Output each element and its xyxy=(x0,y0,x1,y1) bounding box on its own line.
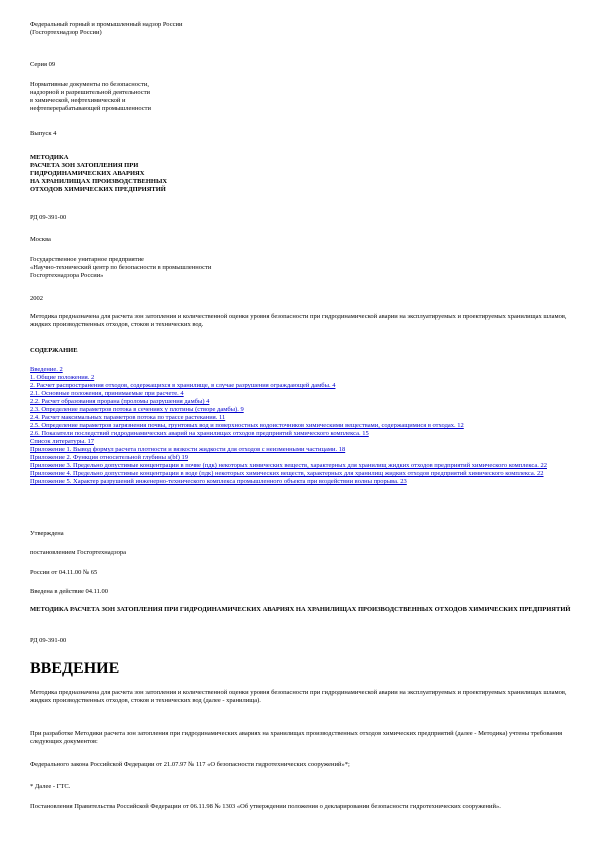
series-label: Серия 09 xyxy=(30,61,56,68)
effective-date: Введена в действие 04.11.00 xyxy=(30,588,109,595)
year: 2002 xyxy=(30,295,43,302)
issue-label: Выпуск 4 xyxy=(30,130,57,137)
decree-date: России от 04.11.00 № 65 xyxy=(30,569,98,576)
full-title: МЕТОДИКА РАСЧЕТА ЗОН ЗАТОПЛЕНИЯ ПРИ ГИДРОДИНАМИЧЕСКИХ АВАРИЯХ НА ХРАНИЛИЩАХ ПРОИЗВОДСТВЕННЫХ ОТХОДОВ ХИМИЧЕСКИХ ПРЕДПРИЯТИЙ xyxy=(30,606,571,613)
city: Москва xyxy=(30,236,51,243)
document-code-repeat: РД 09-391-00 xyxy=(30,637,67,644)
body-paragraph-3: Федерального закона Российской Федерации от 21.07.97 № 117 «О безопасности гидротехнических сооружений»*; xyxy=(30,761,350,768)
toc-link-section-2-1[interactable]: 2.1. Основные положения, принимаемые при расчете. 4 xyxy=(30,390,184,397)
decree-text: постановлением Госгортехнадзора xyxy=(30,549,126,556)
organization-block xyxy=(30,21,571,37)
title-line: ОТХОДОВ ХИМИЧЕСКИХ ПРЕДПРИЯТИЙ xyxy=(30,186,166,193)
series-description xyxy=(30,81,571,113)
publisher-line: «Научно-технический центр по безопасности в промышленности xyxy=(30,264,212,271)
section-heading: ВВЕДЕНИЕ xyxy=(30,660,120,677)
title-line: МЕТОДИКА xyxy=(30,154,69,161)
toc-link-section-2[interactable]: 2. Расчет распространения отходов, содержащихся в хранилище, в случае разрушения ограждающей дамбы. 4 xyxy=(30,382,336,389)
series-description-line: в химической, нефтехимической и xyxy=(30,97,126,104)
toc-link-section-2-6[interactable]: 2.6. Показатели последствий гидродинамических аварий на хранилищах отходов предприятий химического комплекса. 15 xyxy=(30,430,369,437)
publisher-line: Госгортехнадзора России» xyxy=(30,272,104,279)
toc-link-appendix-5[interactable]: Приложение 5. Характер разрушений инженерно-технического комплекса промышленного объекта при воздействии волны прорыва. 23 xyxy=(30,478,407,485)
footnote: * Далее - ГТС. xyxy=(30,783,71,790)
title-line: РАСЧЕТА ЗОН ЗАТОПЛЕНИЯ ПРИ xyxy=(30,162,139,169)
toc-link-section-2-5[interactable]: 2.5. Определение параметров загрязнения почвы, грунтовых вод и поверхностных водоисточников химическими веществами, содержащимися в отходах. 12 xyxy=(30,422,464,429)
toc-link-section-1[interactable]: 1. Общие положения. 2 xyxy=(30,374,95,381)
toc-heading: СОДЕРЖАНИЕ xyxy=(30,347,78,354)
table-of-contents xyxy=(30,366,571,486)
toc-link-section-2-2[interactable]: 2.2. Расчет образования прорана (проломы разрушения дамбы) 4 xyxy=(30,398,210,405)
organization-name: Федеральный горный и промышленный надзор России xyxy=(30,21,183,28)
toc-link-section-2-4[interactable]: 2.4. Расчет максимальных параметров потока по трассе растекания. 11 xyxy=(30,414,226,421)
body-paragraph-4: Постановления Правительства Российской Федерации от 06.11.98 № 1303 «Об утверждении положения о декларировании безопасности гидротехнических сооружений». xyxy=(30,803,501,810)
series-description-line: надзорной и разрешительной деятельности xyxy=(30,89,151,96)
approval-label: Утверждена xyxy=(30,530,64,537)
toc-link-appendix-2[interactable]: Приложение 2. Функция относительной глубины s(bf) 19 xyxy=(30,454,189,461)
body-paragraph-1: Методика предназначена для расчета зон затопления и количественной оценки уровня безопасности при гидродинамической аварии на эксплуатируемых и проектируемых хранилищах шламов, жидких производственных отходов, стоков и технических вод (далее - хранилища). xyxy=(30,689,567,704)
series-description-line: Нормативные документы по безопасности, xyxy=(30,81,150,88)
toc-link-appendix-4[interactable]: Приложение 4. Предельно допустимые концентрации в воде (пдк) некоторых химических веществ, характерных для хранилищ жидких отходов предприятий химического комплекса. 22 xyxy=(30,470,544,477)
toc-link-introduction[interactable]: Введение. 2 xyxy=(30,366,63,373)
intro-paragraph: Методика предназначена для расчета зон затопления и количественной оценки уровня безопасности при гидродинамической аварии на эксплуатируемых и проектируемых хранилищах шламов, жидких производственных отходов, стоков и технических вод. xyxy=(30,313,567,328)
toc-link-appendix-1[interactable]: Приложение 1. Вывод формул расчета плотности и вязкости жидкости для отходов с неизменными частицами. 18 xyxy=(30,446,346,453)
organization-short-name: (Госгортехнадзор России) xyxy=(30,29,102,36)
title-line: ГИДРОДИНАМИЧЕСКИХ АВАРИЯХ xyxy=(30,170,145,177)
body-paragraph-2: При разработке Методики расчета зон затопления при гидродинамических авариях на хранилищах производственных отходов химических предприятий (далее - Методика) учтены требования следующих документов: xyxy=(30,730,563,745)
toc-link-appendix-3[interactable]: Приложение 3. Предельно допустимые концентрации в почве (пдк) некоторых химических веществ, характерных для хранилищ жидких отходов предприятий химического комплекса. 22 xyxy=(30,462,547,469)
series-description-line: нефтеперерабатывающей промышленности xyxy=(30,105,152,112)
publisher-line: Государственное унитарное предприятие xyxy=(30,256,144,263)
toc-link-references[interactable]: Список литературы. 17 xyxy=(30,438,94,445)
publisher-block xyxy=(30,256,571,280)
title-block xyxy=(30,154,571,194)
title-line: НА ХРАНИЛИЩАХ ПРОИЗВОДСТВЕННЫХ xyxy=(30,178,168,185)
toc-link-section-2-3[interactable]: 2.3. Определение параметров потока в сечениях у плотины (створе дамбы). 9 xyxy=(30,406,244,413)
document-code: РД 09-391-00 xyxy=(30,214,67,221)
